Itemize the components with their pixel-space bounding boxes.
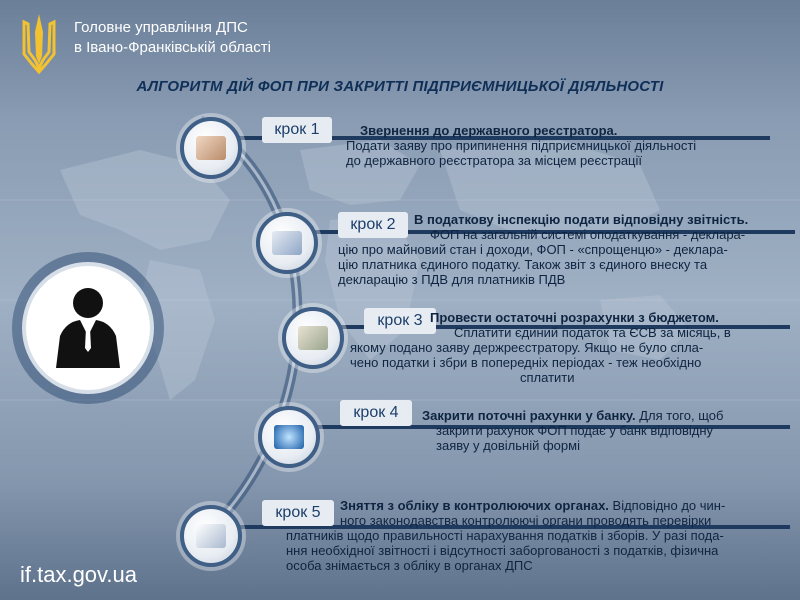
step-2-line-2: цію про майновий стан і доходи, ФОП - «спрощенцю» - деклара- bbox=[338, 242, 728, 257]
step-3-heading: Провести остаточні розрахунки з бюджетом. bbox=[430, 310, 719, 325]
trident-icon bbox=[18, 12, 60, 74]
organization-line-2: в Івано-Франківській області bbox=[74, 39, 271, 56]
website-link[interactable]: if.tax.gov.ua bbox=[20, 562, 137, 587]
step-5-circle bbox=[180, 505, 242, 567]
step-1-heading: Звернення до державного реєстратора. bbox=[360, 123, 618, 138]
step-3-circle bbox=[282, 307, 344, 369]
step-5-badge: крок 5 bbox=[262, 500, 334, 526]
step-5-line-1: ного законодавства контролюючі органи проводять перевірки bbox=[340, 513, 712, 528]
step-4-badge: крок 4 bbox=[340, 400, 412, 426]
money-icon bbox=[298, 326, 328, 350]
step-4-circle bbox=[258, 406, 320, 468]
organization-name bbox=[74, 18, 271, 58]
step-3-line-2: якому подано заяву держреєстратору. Якщо не було спла- bbox=[350, 340, 704, 355]
step-1-line-1: Подати заяву про припинення підприємницької діяльності bbox=[346, 138, 697, 153]
step-2-heading: В податкову інспекцію подати відповідну звітність. bbox=[414, 212, 749, 227]
step-4-text bbox=[422, 408, 794, 453]
step-4-heading-tail: Для того, щоб bbox=[635, 408, 724, 423]
step-2-badge: крок 2 bbox=[338, 212, 408, 238]
step-4-heading: Закрити поточні рахунки у банку. bbox=[422, 408, 636, 423]
organization-line-1: Головне управління ДПС bbox=[74, 19, 248, 36]
businessman-icon bbox=[8, 248, 168, 408]
step-1-circle bbox=[180, 117, 242, 179]
step-3-line-4: сплатити bbox=[520, 370, 575, 385]
step-3-line-3: чено податки і збри в попередніх періодах - теж необхідно bbox=[350, 355, 702, 370]
step-2-circle bbox=[256, 212, 318, 274]
step-5-heading: Зняття з обліку в контролюючих органах. bbox=[340, 498, 609, 513]
magnifier-document-icon bbox=[196, 524, 226, 548]
step-4-line-1: закрити рахунок ФОП подає у банк відповідну bbox=[436, 423, 714, 438]
step-1-line-2: до державного реєстратора за місцем реєстрації bbox=[346, 153, 643, 168]
step-1-badge: крок 1 bbox=[262, 117, 332, 143]
documents-icon bbox=[272, 231, 302, 255]
step-5-line-2: платників щодо правильності нарахування податків і зборів. У разі пода- bbox=[286, 528, 724, 543]
step-5-line-4: особа знімається з обліку в органах ДПС bbox=[286, 558, 533, 573]
step-5-line-3: ння необхідної звітності і відсутності заборгованості з податків, фізична bbox=[286, 543, 719, 558]
step-2-line-4: декларацію з ПДВ для платників ПДВ bbox=[338, 272, 566, 287]
step-3-line-1: Сплатити єдиний податок та ЄСВ за місяць, в bbox=[454, 325, 731, 340]
header bbox=[18, 12, 271, 74]
step-1-text bbox=[346, 123, 786, 168]
step-4-line-2: заяву у довільній формі bbox=[436, 438, 580, 453]
step-2-line-1: ФОП на загальній системі оподаткування - деклара- bbox=[430, 227, 746, 242]
step-3-badge: крок 3 bbox=[364, 308, 436, 334]
page-title: АЛГОРИТМ ДІЙ ФОП ПРИ ЗАКРИТТІ ПІДПРИЄМНИЦЬКОЇ ДІЯЛЬНОСТІ bbox=[136, 78, 664, 95]
step-5-heading-tail: Відповідно до чин- bbox=[608, 498, 726, 513]
signing-document-icon bbox=[196, 136, 226, 160]
bank-touch-icon bbox=[274, 425, 304, 449]
step-2-line-3: цію платника єдиного податку. Також звіт з єдиного внеску та bbox=[338, 257, 708, 272]
central-figure bbox=[8, 248, 168, 408]
